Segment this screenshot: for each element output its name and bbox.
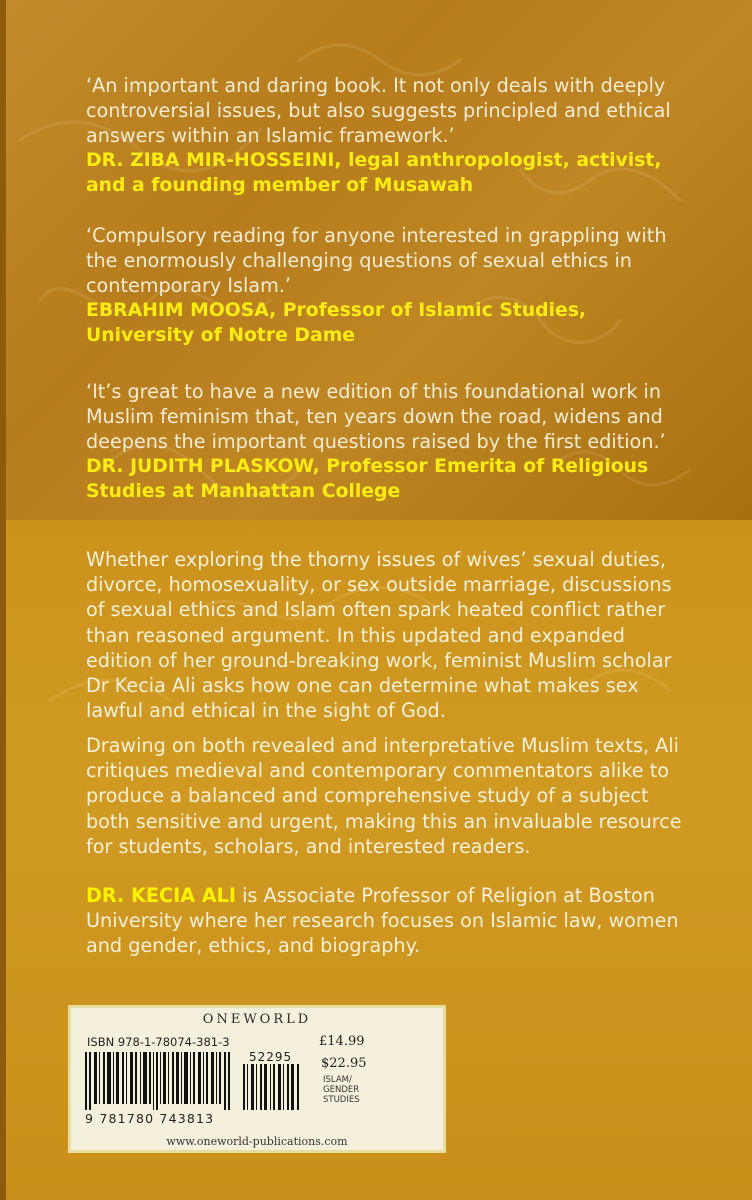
publisher-website: www.oneworld-publications.com [166,1135,348,1148]
barcode-addon-digits: 52295 [249,1050,293,1064]
description-paragraph-2: Drawing on both revealed and interpretative Muslim texts, Ali critiques medieval and contemporary commentators alike to produce a balanced and comprehensive study of a subject both sensitive and urgent, making this an invaluable resource for students, scholars, and interested readers. [86,734,682,858]
publisher-name: ONEWORLD [202,1012,312,1027]
quote-2-text: ‘Compulsory reading for anyone interested in grappling with the enormously challenging questions of sexual ethics in contemporary Islam.’ [86,224,667,297]
barcode-addon [243,1064,303,1110]
subject-category: ISLAM/ GENDER STUDIES [323,1075,360,1105]
barcode-ean13 [85,1052,235,1110]
spine-edge [0,0,6,1200]
quote-1-text: ‘An important and daring book. It not only deals with deeply controversial issues, but also suggests principled and ethical answers within an Islamic framework.’ [86,74,671,147]
barcode-digits: 9 781780 743813 [85,1111,215,1126]
isbn-number: ISBN 978-1-78074-381-3 [87,1035,230,1049]
price-usd: $22.95 [321,1056,367,1071]
quote-3 [86,379,686,504]
quote-2 [86,223,686,348]
quote-1-attribution: DR. ZIBA MIR-HOSSEINI, legal anthropologist, activist, and a founding member of Musawah [86,150,662,196]
author-bio-text: is Associate Professor of Religion at Boston University where her research focuses on Islamic law, women and gender, ethics, and biography. [86,884,679,958]
barcode-label [68,1005,446,1153]
description-paragraph-1: Whether exploring the thorny issues of wives’ sexual duties, divorce, homosexuality, or sex outside marriage, discussions of sexual ethics and Islam often spark heated conflict rather than reasoned argument. In this updated and expanded edition of her ground-breaking work, feminist Muslim scholar Dr Kecia Ali asks how one can determine what makes sex lawful and ethical in the sight of God. [86,548,672,723]
quote-1 [86,73,686,198]
price-gbp: £14.99 [319,1034,365,1049]
quote-3-attribution: DR. JUDITH PLASKOW, Professor Emerita of Religious Studies at Manhattan College [86,456,649,502]
author-bio [86,883,686,959]
quote-2-attribution: EBRAHIM MOOSA, Professor of Islamic Studies, University of Notre Dame [86,300,587,346]
author-name: DR. KECIA ALI [86,884,236,907]
quote-3-text: ‘It’s great to have a new edition of this foundational work in Muslim feminism that, ten years down the road, widens and deepens the important questions raised by the first edition.’ [86,380,666,453]
